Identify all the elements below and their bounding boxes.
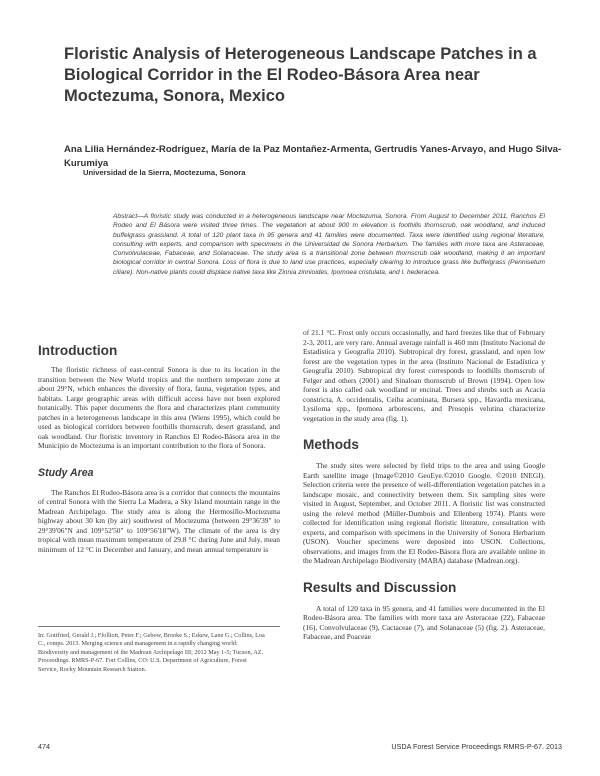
results-heading: Results and Discussion [303,579,457,595]
introduction-heading: Introduction [38,343,118,358]
abstract [113,212,545,277]
footnote-divider [38,626,280,627]
abstract-lead: Abstract [113,213,138,220]
abstract-text: —A floristic study was conducted in a heterogeneous landscape near Moctezuma, Sonora. From August to December 2011, Ranchos El Rodeo and El Básora were visited three times. The vegetation at about 900 m elevation is foothills thornscrub, oak woodland, and induced buffelgrass grassland. A total of 120 plant taxa in 95 genera and 41 families were documented. Taxa were identified using regional literature, consulting with experts, and comparison with specimens in the Universidad de Sonora Herbarium. The families with more taxa are Asteraceae, Convolvulaceae, Fabaceae, and Solanaceae. The study area is a transitional zone between thornscrub oak woodland, making it an important biological corridor in central Sonora. Loss of flora is due to land use practices, especially clearing to introduce grass like buffelgrass (Pennisetum ciliare). Non-native plants could displace native taxa like Zinnia zinnioides, Ipomoea cristulata, and I. hederacea. [113,213,545,276]
paper-title: Floristic Analysis of Heterogeneous Landscape Patches in a Biological Corridor in the El Rodeo-Básora Area near Moctezuma, Sonora, Mexico [64,45,537,105]
left-column [38,343,280,554]
study-area-text: The Ranchos El Rodeo-Básora area is a corridor that connects the mountains of central Sonora with the Sierra La Madera, a Sky Island mountain range in the Madrean Archipelago. The study area is along the Hermosillo-Moctezuma highway about 30 km (by air) southwest of Moctezuma (between 29°36'39" to 29°39'06"N and 109°52'50" to 109°56'18"W). The climate of the area is dry tropical with mean maximum temperature of 29.8 °C during June and July, mean minimum of 12 °C in December and January, and mean annual temperature is [38,487,280,554]
methods-heading: Methods [303,437,359,452]
page-number: 474 [38,742,50,751]
author-list: Ana Lilia Hernández-Rodríguez, María de la Paz Montañez-Armenta, Gertrudis Yanes-Arvayo, and Hugo Silva-Kurumiya [64,144,562,169]
right-column [303,328,545,642]
methods-text: The study sites were selected by field trips to the area and using Google Earth satellite image (Image©2010 GeoEye.©2010 Google. ©2010 INEGI). Selection criteria were the presence of well-differentiation vegetation patches in a landscape mosaic, and connectivity between them. Six sampling sites were visited in August, September, and October 2011. A floristic list was constructed using the relevé method (Müller-Dumbois and Ellenberg 1974). Plants were collected for identification using regional floristic literature, consultation with experts, and comparison with specimens in the University of Sonora Herbarium (USON). Voucher specimens were deposited into USON. Collections, observations, and images from the El Rodeo-Básora flora are available online in the Madrean Archipelago Biodiversity (MABA) database (Madrean.org). [303,461,545,565]
introduction-text: The floristic richness of east-central Sonora is due to its location in the transition between the New World tropics and the northern temperate zone at about 29°N, which enhances the diversity of flora, fauna, vegetation types, and habitats. Large geographic areas with difficult access have not been explored botanically. This paper documents the flora and characterizes plant community patches in a heterogeneous landscape in this area (Wiens 1995), which could be used as biological corridors between foothills thornscrub, desert grassland, and oak woodland. Our floristic inventory in Ranchos El Rodeo-Básora area in the Municipio de Moctezuma is an important contribution to the flora of Sonora. [38,365,280,450]
study-area-heading: Study Area [38,466,94,479]
results-text: A total of 120 taxa in 95 genera, and 41 families were documented in the El Rodeo-Básora area. The families with more taxa are Asteraceae (22), Fabaceae (16), Convolvulaceae (9), Cactaceae (7), and Solanaceae (5) (fig. 2). Asteraceae, Fabaceae, and Poaceae [303,603,545,641]
citation-footnote: In: Gottfried, Gerald J.; Ffolliott, Peter F.; Gebow, Brooke S.; Eskew, Lane G.; Collins, Loa C., comps. 2013. Merging science and management in a rapidly changing world: Biodiversity and management of the Madrean Archipelago III; 2012 May 1-5; Tucson, AZ. Proceedings. RMRS-P-67. Fort Collins, CO: U.S. Department of Agriculture, Forest Service, Rocky Mountain Research Station. [38,632,265,673]
journal-footer: USDA Forest Service Proceedings RMRS-P-67. 2013 [391,742,562,751]
climate-text-continued: of 21.1 °C. Frost only occurs occasionally, and hard freezes like that of February 2-3, 2011, are very rare. Annual average rainfall is 460 mm (Instituto Nacional de Estadística y Geografía 2010). Subtropical dry forest, grassland, and open low forest are the vegetation types in the area (Instituto Nacional de Estadística y Geografía 2010). Subtropical dry forest corresponds to foothills thornscrub of Felger and others (2001) and Sinaloan thornscrub of Brown (1994). Open low forest is also called oak woodland or encinal. Trees and shrubs such as Acacia constricta, A. occidentalis, Ceiba acuminata, Bursera spp., Havardia mexicana, Lysiloma spp., Ipomoea arborescens, and Prosopis velutina characterize vegetation in the study area (fig. 1). [303,328,545,423]
author-affiliation: Universidad de la Sierra, Moctezuma, Sonora [83,168,246,177]
